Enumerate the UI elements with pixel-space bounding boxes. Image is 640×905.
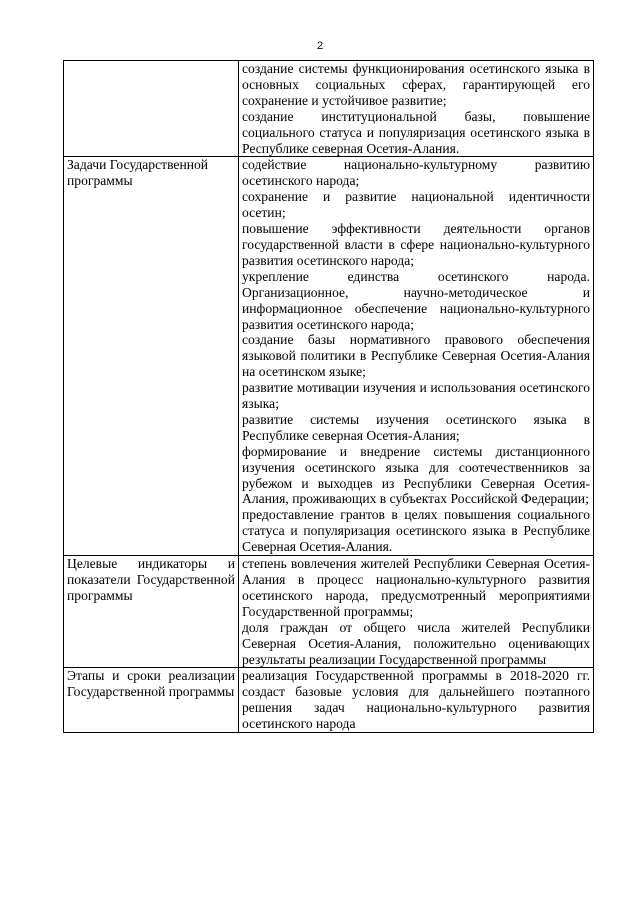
list-item: создание институциональной базы, повышение социального статуса и популяризация осетинского языка в Республике северная Осетия-Алания.	[242, 108, 590, 156]
row-label	[64, 61, 239, 157]
list-item: создание базы нормативного правового обеспечения языковой политики в Республике Северная Осетия-Алания на осетинском языке;	[242, 332, 590, 380]
row-label: Задачи Государственной программы	[64, 157, 239, 556]
list-item: реализация Государственной программы в 2018-2020 гг. создаст базовые условия для дальнейшего поэтапного решения задач национально-культурного развития осетинского народа	[242, 668, 590, 732]
row-content	[239, 157, 594, 556]
list-item: развитие мотивации изучения и использования осетинского языка;	[242, 380, 590, 412]
list-item: создание системы функционирования осетинского языка в основных социальных сферах, гарантирующей его сохранение и устойчивое развитие;	[242, 61, 590, 108]
page-number: 2	[316, 40, 324, 52]
list-item: формирование и внедрение системы дистанционного изучения осетинского языка для соотечественников за рубежом и выходцев из Республики Северная Осетия-Алания, проживающих в субъектах Российской Федерации;	[242, 443, 590, 507]
list-item: укрепление единства осетинского народа. Организационное, научно-методическое и информационное обеспечение национально-культурного развития осетинского народа;	[242, 268, 590, 332]
row-content	[239, 556, 594, 668]
list-item: сохранение и развитие национальной идентичности осетин;	[242, 189, 590, 221]
list-item: развитие системы изучения осетинского языка в Республике северная Осетия-Алания;	[242, 411, 590, 443]
row-label: Целевые индикаторы и показатели Государственной программы	[64, 556, 239, 668]
table-row-goals-continued	[64, 61, 594, 157]
list-item: предоставление грантов в целях повышения социального статуса и популяризация осетинского языка в Республике Северная Осетия-Алания.	[242, 507, 590, 555]
list-item: степень вовлечения жителей Республики Северная Осетия-Алания в процесс национально-культурного развития осетинского народа, предусмотренный мероприятиями Государственной программы;	[242, 556, 590, 619]
table-row-indicators	[64, 556, 594, 668]
list-item: повышение эффективности деятельности органов государственной власти в сфере национально-культурного развития осетинского народа;	[242, 221, 590, 268]
program-passport-table	[63, 60, 594, 733]
list-item: доля граждан от общего числа жителей Республики Северная Осетия-Алания, положительно оценивающих результаты реализации Государственной программы	[242, 619, 590, 667]
list-item: содействие национально-культурному развитию осетинского народа;	[242, 157, 590, 189]
table-row-stages	[64, 668, 594, 733]
row-label: Этапы и сроки реализации Государственной программы	[64, 668, 239, 733]
row-content	[239, 61, 594, 157]
table-row-tasks	[64, 157, 594, 556]
row-content	[239, 668, 594, 733]
